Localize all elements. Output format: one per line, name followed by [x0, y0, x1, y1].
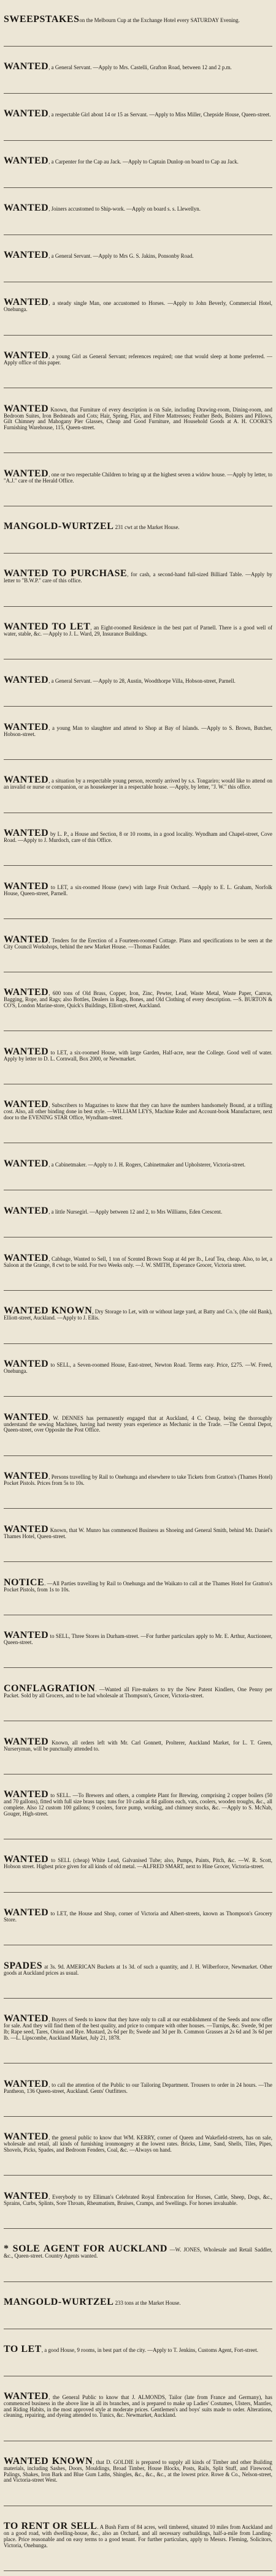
ad-body: , a respectable Girl about 14 or 15 as Servant. —Apply to Miss Miller, Chepside House, Queen-street. [48, 111, 271, 118]
ad-body: , a steady single Man, one accustomed to Horses. —Apply to John Beverly, Commercial Hotel, Onehunga. [4, 300, 272, 313]
ad-heading: WANTED [4, 1471, 49, 1482]
classified-ad [4, 2065, 272, 2117]
classified-ad [4, 390, 272, 453]
ad-heading: WANTED [4, 2013, 49, 2024]
ad-heading: NOTICE [4, 1577, 45, 1588]
ad-body: , one or two respectable Children to bring up at the highest seven a widow house. —Apply by letter, to "A.J." care of the Herald Office. [4, 471, 272, 484]
classified-ad [4, 1293, 272, 1344]
classified-ad [4, 2000, 272, 2063]
ad-heading: WANTED [4, 203, 49, 214]
ad-body: , a situation by a respectable young person, recently arrived by s.s. Tongariro; would like to attend on an invalid or nurse or companion, or as housekeeper in a respectable house. —Apply, by letter, "J. W." this office. [4, 778, 272, 790]
classified-ad [4, 1346, 272, 1397]
classified-ad [4, 1145, 272, 1190]
ad-body: , the general public to know that WM. KERRY, corner of Queen and Wakefield-streets, has on sale, wholesale and retail, all kinds of furnishing ironmongery at the lowest rates. Bricks, Lime, Sand, Shells, Tiles, Pipes, Shovels, Picks, Spades, and Bedroom Fenders, Coal, &c. —Always on hand. [4, 2135, 272, 2153]
classified-ad [4, 708, 272, 760]
ad-body: to SELL (cheap) White Lead, Galvanised Tube; also, Pumps, Paints, Pitch, &c. —W. R. Scott, Hobson street. Highest price given for all kinds of old metal. —ALFRED SMART, next to Hine Grocer, Victoria-street. [4, 1857, 272, 1870]
classified-ad [4, 284, 272, 336]
ad-heading: WANTED [4, 1158, 49, 1169]
ad-body: at 3s. 9d. AMERICAN Buckets at 1s 3d. of such a quantity, and J. H. Wilberforce, Newmarket. Other goods at Auckland prices as usual. [4, 1963, 272, 1976]
ad-body: , Buyers of Seeds to know that they have only to call at our establishment of the Seeds and now offer for sale. And they will find them of the best quality, and price to compare with other houses. —Turnips, &c. Swede, 9d per lb; Rape seed, Tares, Onion and Rye. Mustard, 2s 6d per lb; Swede and 3d per lb. Common Grasses at 2s 6d and 3s 6d per lb. —L. Lipscombe, Auckland Market, July 21, 1878. [4, 2016, 272, 2041]
ad-body: , for cash, a second-hand full-sized Billiard Table. —Apply by letter to "B.W.P." care of this office. [4, 571, 272, 584]
classified-ad [4, 96, 272, 141]
ad-body: , a good House, 9 rooms, in best part of the city. —Apply to T. Jenkins, Customs Agent, Fort-street. [41, 2346, 258, 2353]
ad-heading: MANGOLD-WURTZEL [4, 521, 114, 532]
classified-ad [4, 555, 272, 607]
ad-body: , Tenders for the Erection of a Fourteen-roomed Cottage. Plans and specifications to be seen at the City Council Workshops, behind the new Market House. —Thomas Faulder. [4, 937, 272, 950]
ad-heading: WANTED [4, 934, 49, 945]
ad-heading: WANTED [4, 61, 49, 72]
classified-ad [4, 143, 272, 188]
classified-ad [4, 2378, 272, 2441]
ad-body: to LET, a six-roomed House, with large Garden, Half-acre, near the College. Good well of water. Apply by letter to D. L. Cornwall, Box 2000, or Newmarket. [4, 1049, 272, 1062]
ad-body: to LET, the House and Shop, corner of Victoria and Albert-streets, known as Thompson's Grocery Store. [4, 1910, 272, 1923]
ad-body: , Subscribers to Magazines to know that they can have the numbers handsomely Bound, at a trifling cost. Also, all other binding done in best style. —WILLIAM LEYS, Machine Ruler and Account-book Manufacturer, next door to the EVENING STAR Office, Wyndham-street. [4, 1102, 272, 1121]
ad-heading: * SOLE AGENT FOR AUCKLAND [4, 2244, 167, 2255]
ad-heading: MANGOLD-WURTZEL [4, 2296, 114, 2307]
classified-ad [4, 815, 272, 866]
ad-heading: WANTED [4, 828, 49, 839]
classified-ad [4, 1458, 272, 1509]
classified-ad [4, 508, 272, 554]
ad-body: , the General Public to know that J. ALMONDS, Tailor (late from France and Germany), has commenced business in the above line in all its branches, and is prepared to make up Ladies' Costumes, Ulsters, Mantles, and Riding Habits, in the most approved style at moderate prices. Gentlemen's and boys' suits made to order. Alterations, cleaning, repairing, and dyeing attended to. Tunics, &c. Newmarket, Auckland. [4, 2394, 272, 2419]
ad-heading: SWEEPSTAKES [4, 14, 80, 25]
ad-heading: WANTED [4, 1252, 49, 1263]
ad-heading: WANTED [4, 1789, 49, 1800]
ad-body: to SELL, a Seven-roomed House, East-street, Newton Road. Terms easy. Price, £275. —W. Freed, Onehunga. [4, 1362, 272, 1375]
ad-heading: WANTED [4, 2078, 49, 2089]
ad-body: , a young Girl as General Servant; references required; one that would sleep at home preferred. —Apply office of this paper. [4, 353, 272, 366]
classified-ad [4, 1617, 272, 1669]
ad-body: 233 tons at the Market House. [113, 2299, 181, 2306]
ad-heading: WANTED [4, 156, 49, 167]
ad-body: , a Carpenter for the Cap au Jack. —Apply to Captain Dunlop on board to Cap au Jack. [48, 159, 239, 165]
ad-heading: TO LET [4, 2343, 42, 2354]
ad-heading: WANTED [4, 350, 49, 361]
classified-ad [4, 1511, 272, 1562]
ad-heading: WANTED [4, 881, 49, 892]
ad-heading: WANTED [4, 403, 49, 414]
classified-ad [4, 1670, 272, 1721]
ad-heading: WANTED [4, 1411, 49, 1422]
ad-heading: WANTED [4, 775, 49, 786]
ad-body: to LET, a six-roomed House (new) with large Fruit Orchard. —Apply to E. L. Graham, Norfolk House, Queen-street, Parnell. [4, 884, 272, 896]
ad-heading: WANTED [4, 1736, 49, 1747]
ad-body: . A Bush Farm of 84 acres, well timbered, situated 10 miles from Auckland and on a good road, with dwelling-house, &c., also an Orchard, and all necessary outbuildings, half-a-mile from Landing-place. Price reasonable and on easy terms to a good tenant. For further particulars, apply to Messrs. Fleming, Solicitors, Victoria, Onehunga. [4, 2524, 272, 2548]
classified-ad [4, 1723, 272, 1774]
classified-ad [4, 455, 272, 506]
classified-ad [4, 2177, 272, 2229]
ad-body: to SELL. —To Brewers and others, a complete Plant for Brewing, comprising 2 copper boilers (50 and 70 gallons), fitted with full size brass taps; tuns for 10 casks at 84 gallons each, vats, coolers, wooden troughs, &c., all complete. Also 12 custom 100 gallons; 9 coolers, force pump, working, and chimney stocks, &c. —Apply to S. McNab, Gouger, High-street. [4, 1792, 272, 1817]
ad-body: on the Melbourn Cup at the Exchange Hotel every SATURDAY Evening. [79, 17, 240, 24]
ad-heading: WANTED [4, 297, 49, 308]
ad-heading: WANTED [4, 108, 49, 119]
ad-body: , Cabbage, Wanted to Sell, 1 ton of Scented Brown Soap at 4d per lb., Leaf Tea, cheap. Also, to let, a Saloon at the Grange, 8 cwt to be sold. For two Weeks only. —J. W. SMITH, Esperance Grocer, Victoria street. [4, 1255, 272, 1268]
ad-heading: WANTED [4, 987, 49, 998]
classified-ad [4, 2119, 272, 2176]
ad-body: by L. P., a House and Section, 8 or 10 rooms, in a good locality. Wyndham and Chapel-street, Cove Road. —Apply to J. Murdoch, care of this Office. [4, 831, 272, 844]
ad-heading: WANTED [4, 1046, 49, 1057]
classified-ad [4, 609, 272, 660]
classified-ad [4, 2508, 272, 2571]
ad-heading: WANTED [4, 2390, 49, 2401]
classified-ad [4, 1564, 272, 1615]
classified-ad [4, 661, 272, 707]
classified-ad [4, 1086, 272, 1143]
ad-body: , Joiners accustomed to Ship-work. —Apply on board s. s. Llewellyn. [48, 206, 201, 212]
classified-ad [4, 2284, 272, 2329]
ad-heading: WANTED [4, 1854, 49, 1865]
ad-heading: WANTED [4, 1630, 49, 1641]
ad-heading: CONFLAGRATION [4, 1683, 96, 1694]
classified-ad [4, 974, 272, 1031]
ad-body: —W. JONES, Wholesale and Retail Saddler, &c., Queen-street. Country Agents wanted. [4, 2247, 272, 2259]
ad-heading: WANTED [4, 1205, 49, 1216]
newspaper-column [4, 0, 272, 2571]
classified-ad [4, 337, 272, 389]
ad-body: , Everybody to try Elliman's Celebrated Royal Embrocation for Horses, Cattle, Sheep, Dogs, &c., Sprains, Curbs, Splints, Sore Throats, Rheumatism, Bruises, Cramps, and Swellings. For horses invaluable. [4, 2193, 272, 2206]
ad-heading: WANTED TO PURCHASE [4, 568, 128, 579]
ad-body: , to call the attention of the Public to our Tailoring Department. Trousers to order in 24 hours. —The Pantheon, 136 Queen-street, Auckland. Gents' Outfitters. [4, 2081, 272, 2094]
ad-body: Known, that Furniture of every description is on Sale, including Drawing-room, Dining-room, and Bedroom Suites, Iron Bedsteads and Cots; Hair, Spring, Flax, and Fibre Mattresses; Feather Beds, Bolsters and Pillows, Gilt Chimney and Mahogany Pier Glasses, Cheap and Good Furniture, and Household Goods at A. H. COOKE'S Furnishing Warehouse, 115, Queen-street. [4, 406, 272, 431]
classified-ad [4, 1894, 272, 1946]
ad-heading: WANTED [4, 2131, 49, 2142]
ad-heading: WANTED [4, 1907, 49, 1918]
ad-heading: WANTED TO LET [4, 621, 91, 633]
ad-body: , W. DENNES has permanently engaged that at Auckland, 4 C. Cheap, being the thoroughly understand the sewing Machines, having had twenty years experience as Mechanic in the Trade. —The Central Depot, Queen-street, over Opposite the Post Office. [4, 1414, 272, 1433]
ad-body: , Persons travelling by Rail to Onehunga and elsewhere to take Tickets from Gratton's (Thames Hotel) Pocket Pistols. Prices from 5s to 10s. [4, 1474, 272, 1487]
ad-heading: WANTED [4, 2190, 49, 2201]
ad-heading: SPADES [4, 1960, 43, 1971]
classified-ad [4, 1239, 272, 1291]
classified-ad [4, 1947, 272, 1999]
ad-body: 231 cwt at the Market House. [113, 524, 180, 531]
classified-ad [4, 190, 272, 235]
ad-body: . —All Parties travelling by Rail to Onehunga and the Waikato to call at the Thames Hotel for Gratton's Pocket Pistols, from 1s to 10s. [4, 1580, 272, 1593]
ad-heading: WANTED [4, 1523, 49, 1534]
classified-ad [4, 1776, 272, 1839]
classified-ad [4, 48, 272, 94]
ad-body: , a little Nursegirl. —Apply between 12 and 2, to Mrs Williams, Eden Crescent. [48, 1208, 223, 1215]
ad-heading: WANTED KNOWN [4, 1305, 93, 1316]
ad-heading: WANTED [4, 250, 49, 261]
ad-body: , a General Servant. —Apply to Mrs. Castelli, Grafton Road, between 12 and 2 p.m. [48, 64, 232, 71]
classified-ad [4, 1033, 272, 1084]
ad-body: , 600 tons of Old Brass, Copper, Iron, Zinc, Pewter, Lead, Waste Metal, Waste Paper, Canvas, Bagging, Rope, and Rags; also Bottles, Dealers in Rags, Bones, and Old Clothing of every description. —S. BURTON & CO'S, London Marine-store, Quick's Buildings, Elliott-street, Auckland. [4, 990, 272, 1008]
classified-ad [4, 868, 272, 919]
ad-heading: WANTED KNOWN [4, 2456, 93, 2467]
classified-ad [4, 1841, 272, 1893]
ad-body: to SELL, Three Stores in Durham-street. —For further particulars apply to Mr. E. Arthur, Auctioneer, Queen-street. [4, 1633, 272, 1646]
classified-ad [4, 921, 272, 972]
classified-ad [4, 2231, 272, 2282]
ad-body: , that D. GOLDIE is prepared to supply all kinds of Timber and other Building materials, including Sashes, Doors, Mouldings, Broad Timber, House Blocks, Posts, Rails, Split Stuff, and Firewood, Palings, Shakes, Iron Bark and Blue Gum Laths, Shingles, &c., &c., &c., at the lowest price. Rowe & Co., Nelson-street, and Victoria-street West. [4, 2459, 272, 2484]
ad-heading: WANTED [4, 1359, 49, 1370]
ad-body: , a General Servant. —Apply to Mrs G. S. Jakins, Ponsonby Road. [48, 253, 194, 260]
ad-body: . —Wanted all Fire-makers to try the New Patent Kindlers, One Penny per Packet. Sold by all Grocers, and to be had wholesale at Thompson's, Grocer, Victoria-street. [4, 1686, 272, 1699]
ad-heading: WANTED [4, 674, 49, 685]
classified-ad [4, 1399, 272, 1455]
classified-ad [4, 1, 272, 47]
ad-heading: WANTED [4, 1099, 49, 1110]
classified-ad [4, 1192, 272, 1237]
ad-heading: TO RENT OR SELL [4, 2521, 98, 2532]
ad-body: , a General Servant. —Apply to 28, Austin, Woodthorpe Villa, Hobson-street, Parnell. [48, 677, 236, 684]
classified-ad [4, 762, 272, 813]
ad-body: Known, all orders left with Mr. Carl Gonnett, Prolterer, Auckland Market, for L. T. Green, Nurseryman, will be punctually attended to. [4, 1739, 272, 1752]
classified-ad [4, 2443, 272, 2506]
ad-body: Known, that W. Munro has commenced Business as Shoeing and General Smith, behind Mr. Daniel's Thames Hotel, Queen-street. [4, 1526, 272, 1539]
ad-heading: WANTED [4, 721, 49, 732]
classified-ad [4, 2331, 272, 2376]
ad-body: , Dry Storage to Let, with or without large yard, at Batty and Co.'s, (the old Bank), Elliott-street, Auckland. —Apply to J. Ellis. [4, 1309, 272, 1321]
ad-body: , a young Man to slaughter and attend to Shop at Bay of Islands. —Apply to S. Brown, Butcher, Hobson-street. [4, 724, 272, 737]
ad-body: , a Cabinetmaker. —Apply to J. H. Rogers, Cabinetmaker and Upholsterer, Victoria-street. [48, 1161, 246, 1168]
ad-heading: WANTED [4, 468, 49, 479]
classified-ad [4, 237, 272, 282]
ad-body: , an Eight-roomed Residence in the best part of Parnell. There is a good well of water, stable, &c. —Apply to J. L. Ward, 29, Insurance Buildings. [4, 625, 272, 637]
